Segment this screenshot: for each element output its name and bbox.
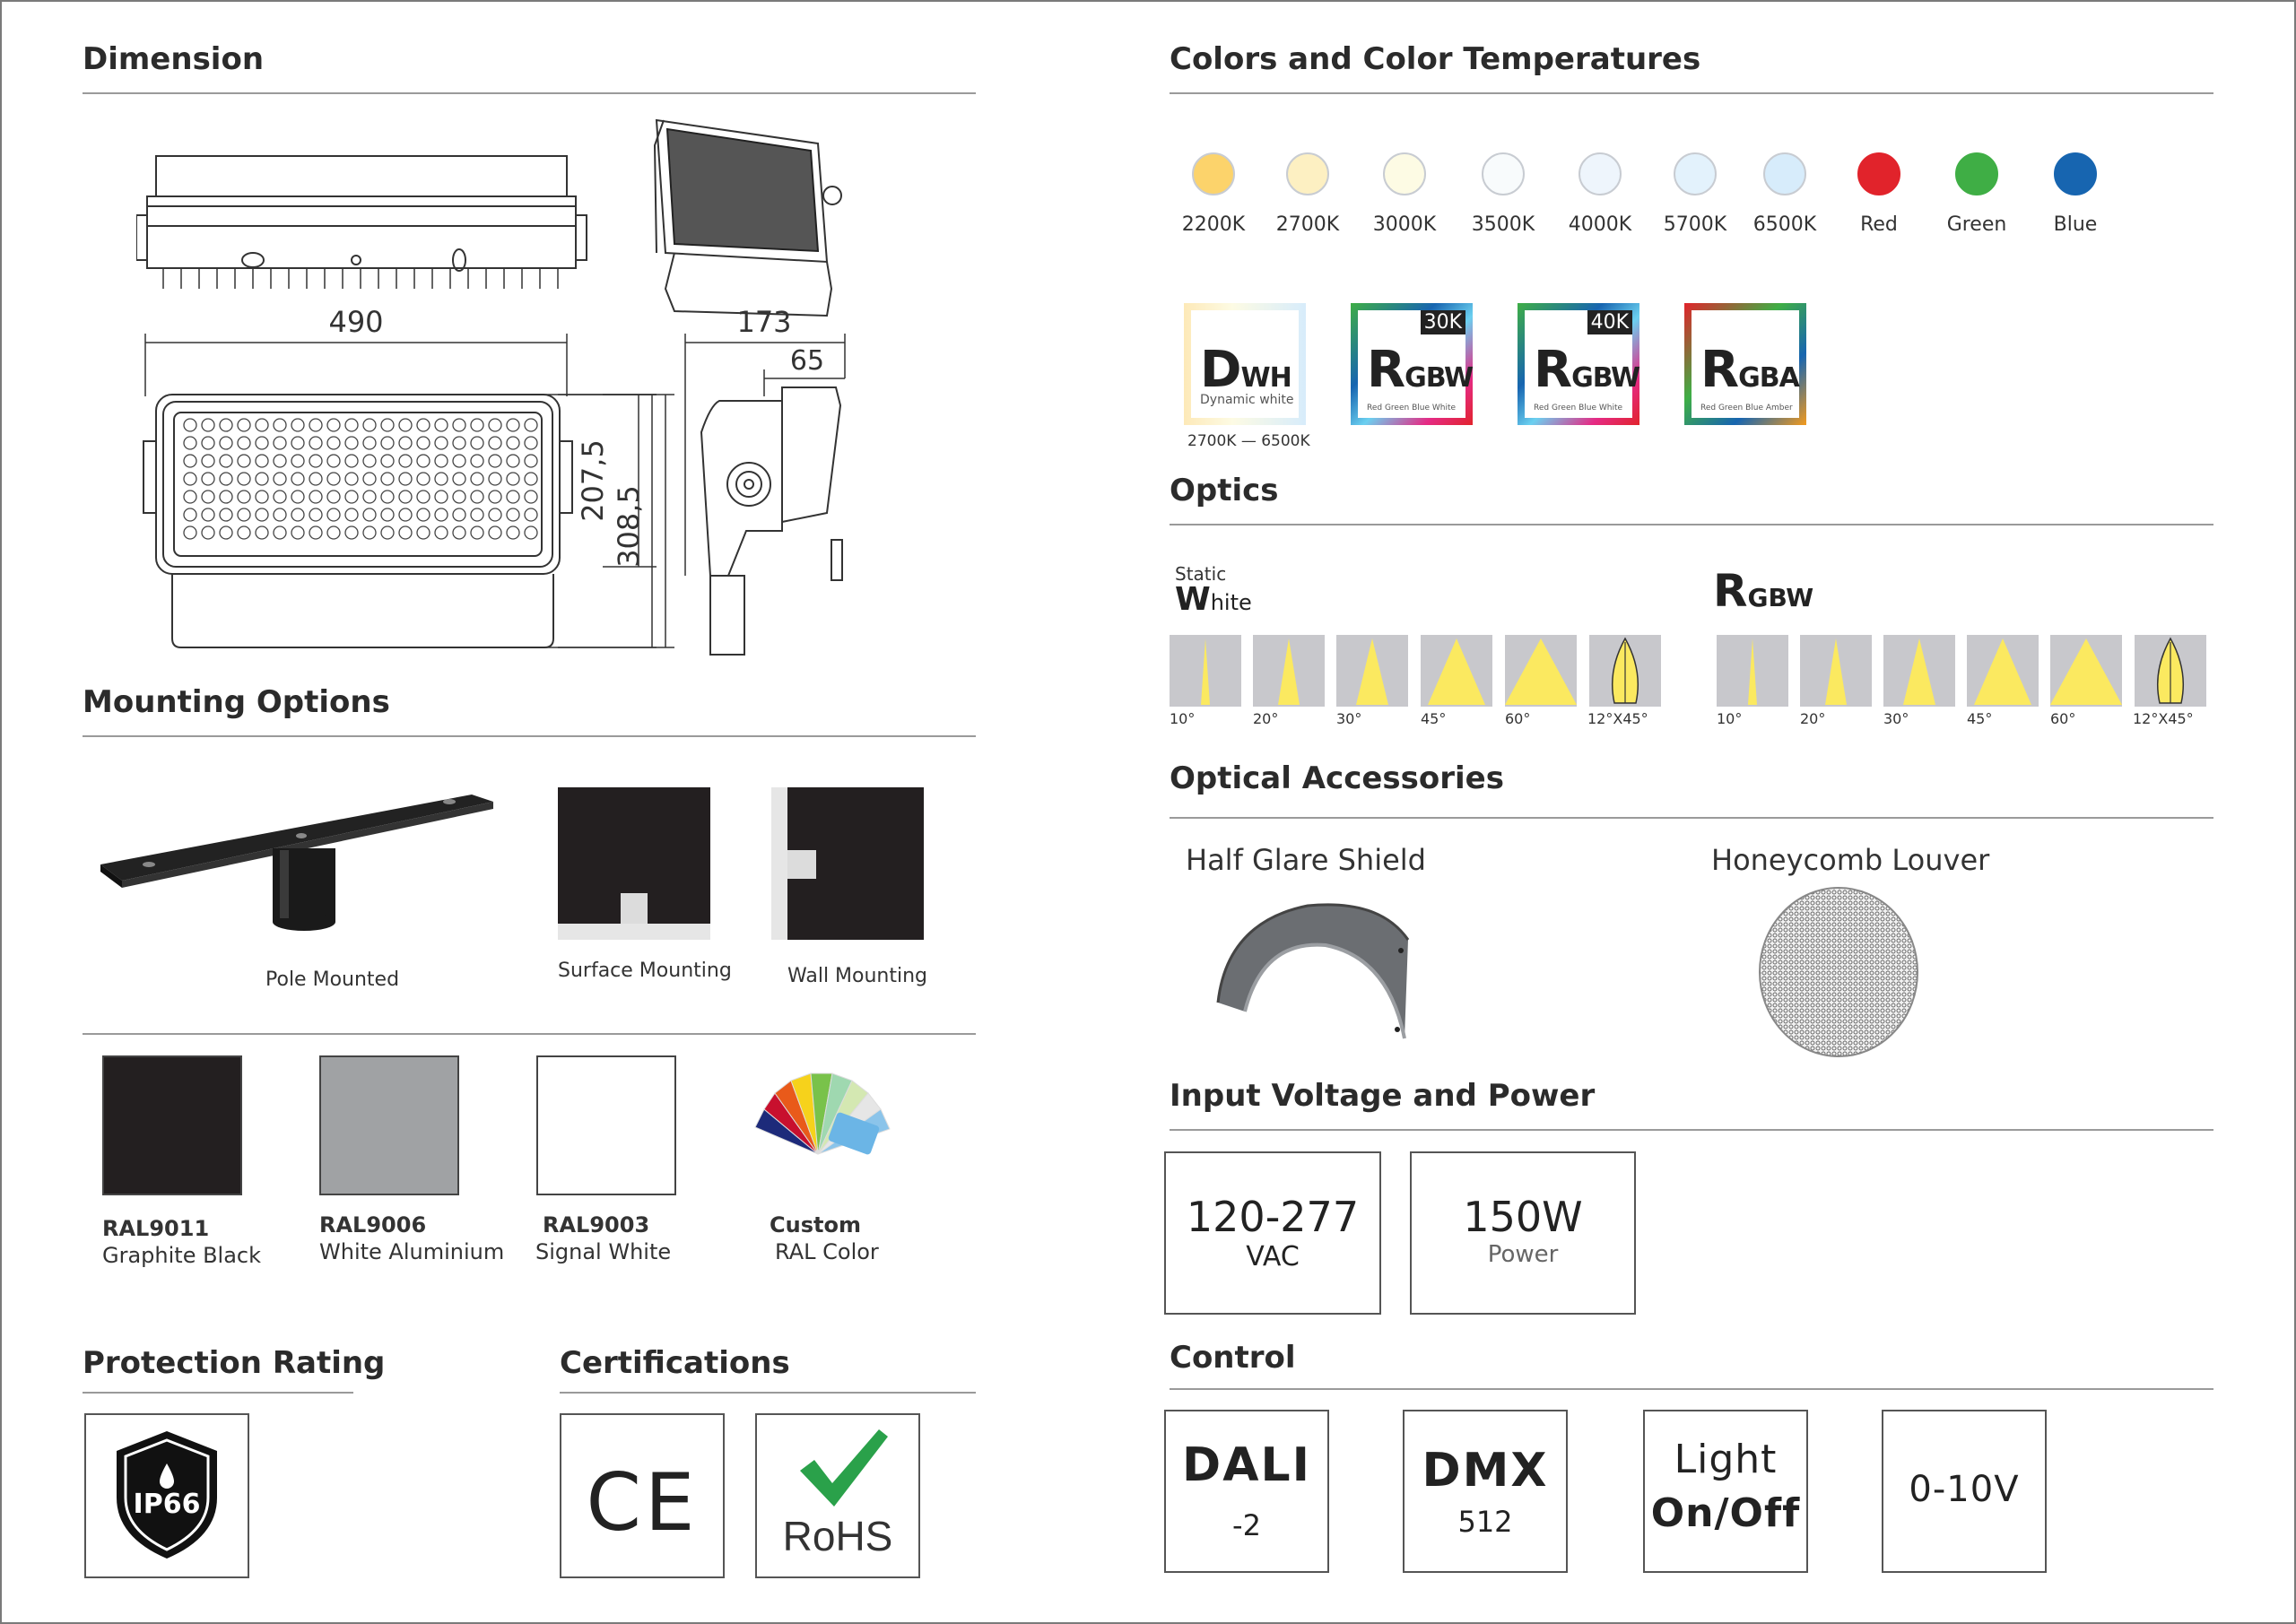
mount-label-wall: Wall Mounting <box>787 965 928 987</box>
beam-white-20 <box>1253 635 1325 707</box>
beam-white-60-label: 60° <box>1505 710 1531 727</box>
beam-white-12x45-label: 12°X45° <box>1587 710 1648 727</box>
dimension-rule <box>83 92 976 94</box>
mode-rgbw40-sub: Red Green Blue White <box>1534 404 1623 413</box>
control-0-10v-main: 0-10V <box>1909 1469 2020 1510</box>
optics-white-small: hite <box>1210 590 1252 615</box>
certifications-heading: Certifications <box>560 1345 790 1381</box>
glare-shield-image <box>1209 895 1415 1047</box>
beam-rgbw-30 <box>1883 635 1955 707</box>
swatch-6500k <box>1763 152 1806 195</box>
beam-white-45-label: 45° <box>1421 710 1447 727</box>
voltage-unit: VAC <box>1246 1241 1300 1272</box>
ip-rating-box <box>84 1413 249 1578</box>
swatch-label-blue: Blue <box>2053 213 2098 236</box>
ral-swatch-black <box>102 1055 242 1195</box>
accessories-heading: Optical Accessories <box>1170 760 1504 796</box>
mode-rgbw30-big: R <box>1367 341 1405 399</box>
optics-rgbw-big: R <box>1713 565 1748 617</box>
protection-heading: Protection Rating <box>83 1345 386 1381</box>
beam-rgbw-45 <box>1967 635 2039 707</box>
optics-rule <box>1170 524 2213 525</box>
ral-code-black: RAL9011 <box>102 1216 210 1241</box>
control-dmx-main: DMX <box>1422 1444 1549 1498</box>
beam-rgbw-20-label: 20° <box>1800 710 1826 727</box>
beam-rgbw-60-label: 60° <box>2050 710 2076 727</box>
swatch-label-3000k: 3000K <box>1372 213 1437 236</box>
mode-rgba-sub: Red Green Blue Amber <box>1700 404 1793 413</box>
dim-width: 490 <box>328 305 384 339</box>
beam-white-12x45 <box>1589 635 1661 707</box>
mode-dwh-big: D <box>1200 341 1241 399</box>
mount-label-surface: Surface Mounting <box>558 960 732 982</box>
ip-rating-text: IP66 <box>133 1489 201 1520</box>
beam-rgbw-45-label: 45° <box>1967 710 1993 727</box>
mounting-heading: Mounting Options <box>83 684 390 720</box>
optics-heading: Optics <box>1170 473 1279 508</box>
honeycomb-louver-image <box>1756 884 1921 1060</box>
dim-total-height: 308,5 <box>612 485 646 568</box>
input-heading: Input Voltage and Power <box>1170 1078 1596 1114</box>
ral-code-aluminium: RAL9006 <box>319 1212 427 1238</box>
custom-color-fan-icon <box>746 1064 899 1172</box>
swatch-2700k <box>1286 152 1329 195</box>
swatch-label-2700k: 2700K <box>1275 213 1340 236</box>
mode-rgbw40-big: R <box>1534 341 1572 399</box>
swatch-label-5700k: 5700K <box>1663 213 1727 236</box>
optics-rgbw-title <box>1713 565 1813 617</box>
swatch-3000k <box>1383 152 1426 195</box>
accessories-rule <box>1170 817 2213 819</box>
power-box <box>1410 1151 1636 1315</box>
dim-body-height: 207,5 <box>576 439 610 522</box>
rohs-text: RoHS <box>782 1513 893 1559</box>
mode-dwh-caption: 2700K — 6500K <box>1187 432 1310 450</box>
control-dali <box>1164 1410 1329 1573</box>
ral-name-black: Graphite Black <box>102 1243 262 1268</box>
mode-dynamic-white <box>1184 303 1306 425</box>
voltage-value: 120-277 <box>1186 1193 1360 1241</box>
ral-swatch-aluminium <box>319 1055 459 1195</box>
beam-white-10-label: 10° <box>1170 710 1196 727</box>
ral-code-white: RAL9003 <box>543 1212 650 1238</box>
swatch-label-red: Red <box>1860 213 1898 236</box>
control-dali-sub: -2 <box>1232 1508 1261 1542</box>
control-light-sub: On/Off <box>1650 1490 1801 1536</box>
beam-white-45 <box>1421 635 1492 707</box>
control-0-10v <box>1882 1410 2047 1573</box>
mode-rgba-big: R <box>1700 341 1739 399</box>
mounting-rule <box>83 735 976 737</box>
beam-rgbw-10-label: 10° <box>1717 710 1743 727</box>
control-heading: Control <box>1170 1340 1296 1376</box>
optics-static-label: Static <box>1175 563 1227 585</box>
mode-rgba <box>1684 303 1806 425</box>
ral-name-white: Signal White <box>535 1239 672 1264</box>
beam-rgbw-12x45-label: 12°X45° <box>2133 710 2194 727</box>
input-rule <box>1170 1129 2213 1131</box>
swatch-label-6500k: 6500K <box>1752 213 1817 236</box>
accessory-label-glare-shield: Half Glare Shield <box>1186 843 1426 877</box>
colors-rule <box>1170 92 2213 94</box>
swatch-label-3500k: 3500K <box>1471 213 1535 236</box>
beam-rgbw-12x45 <box>2135 635 2206 707</box>
dim-depth: 173 <box>736 305 792 339</box>
control-dali-main: DALI <box>1182 1438 1311 1492</box>
beam-white-30 <box>1336 635 1408 707</box>
optics-white-title <box>1175 581 1252 618</box>
optics-white-big: W <box>1175 581 1211 618</box>
ral-code-custom: Custom <box>770 1212 861 1238</box>
beam-white-30-label: 30° <box>1336 710 1362 727</box>
optics-rgbw-small: GBW <box>1747 583 1814 612</box>
swatch-green <box>1955 152 1998 195</box>
mode-rgbw40-badge: 40K <box>1587 310 1632 334</box>
rohs-box <box>755 1413 920 1578</box>
swatch-label-2200k: 2200K <box>1181 213 1246 236</box>
beam-white-10 <box>1170 635 1241 707</box>
dimension-heading: Dimension <box>83 41 265 77</box>
wall-mount-image <box>771 787 924 940</box>
swatch-label-green: Green <box>1946 213 2007 236</box>
mode-rgbw-40k <box>1518 303 1639 425</box>
swatch-red <box>1857 152 1900 195</box>
beam-white-60 <box>1505 635 1577 707</box>
beam-rgbw-20 <box>1800 635 1872 707</box>
power-value: 150W <box>1463 1193 1583 1241</box>
mode-rgba-small: GBA <box>1738 362 1799 394</box>
control-rule <box>1170 1388 2213 1390</box>
mode-rgbw30-badge: 30K <box>1421 310 1465 334</box>
ral-rule <box>83 1033 976 1035</box>
power-unit: Power <box>1487 1241 1559 1268</box>
swatch-5700k <box>1674 152 1717 195</box>
control-dmx-sub: 512 <box>1457 1505 1513 1539</box>
mode-rgbw30-sub: Red Green Blue White <box>1367 404 1457 413</box>
beam-rgbw-30-label: 30° <box>1883 710 1909 727</box>
ce-box <box>560 1413 725 1578</box>
control-light-main: Light <box>1674 1437 1778 1482</box>
mode-rgbw-30k <box>1351 303 1473 425</box>
swatch-blue <box>2054 152 2097 195</box>
check-icon <box>793 1424 891 1510</box>
dim-bracket: 65 <box>789 345 825 377</box>
pole-mount-image <box>95 782 499 943</box>
voltage-box <box>1164 1151 1381 1315</box>
surface-mount-image <box>558 787 710 940</box>
certifications-rule <box>560 1392 976 1394</box>
beam-white-20-label: 20° <box>1253 710 1279 727</box>
beam-rgbw-60 <box>2050 635 2122 707</box>
ral-name-aluminium: White Aluminium <box>319 1239 505 1264</box>
ce-mark: CE <box>586 1456 699 1549</box>
ral-name-custom: RAL Color <box>775 1239 879 1264</box>
swatch-label-4000k: 4000K <box>1568 213 1632 236</box>
control-light <box>1643 1410 1808 1573</box>
protection-rule <box>83 1392 353 1394</box>
control-dmx <box>1403 1410 1568 1573</box>
colors-heading: Colors and Color Temperatures <box>1170 41 1701 77</box>
mode-rgbw30-small: GBW <box>1405 362 1474 394</box>
swatch-3500k <box>1482 152 1525 195</box>
ral-swatch-white <box>536 1055 676 1195</box>
mode-dwh-sub: Dynamic white <box>1200 393 1294 407</box>
swatch-2200k <box>1192 152 1235 195</box>
swatch-4000k <box>1578 152 1622 195</box>
dimension-drawing <box>136 109 854 665</box>
mount-label-pole: Pole Mounted <box>265 968 400 991</box>
accessory-label-louver: Honeycomb Louver <box>1711 843 1990 877</box>
beam-rgbw-10 <box>1717 635 1788 707</box>
mode-rgbw40-small: GBW <box>1571 362 1640 394</box>
mode-dwh-small: WH <box>1240 362 1292 394</box>
